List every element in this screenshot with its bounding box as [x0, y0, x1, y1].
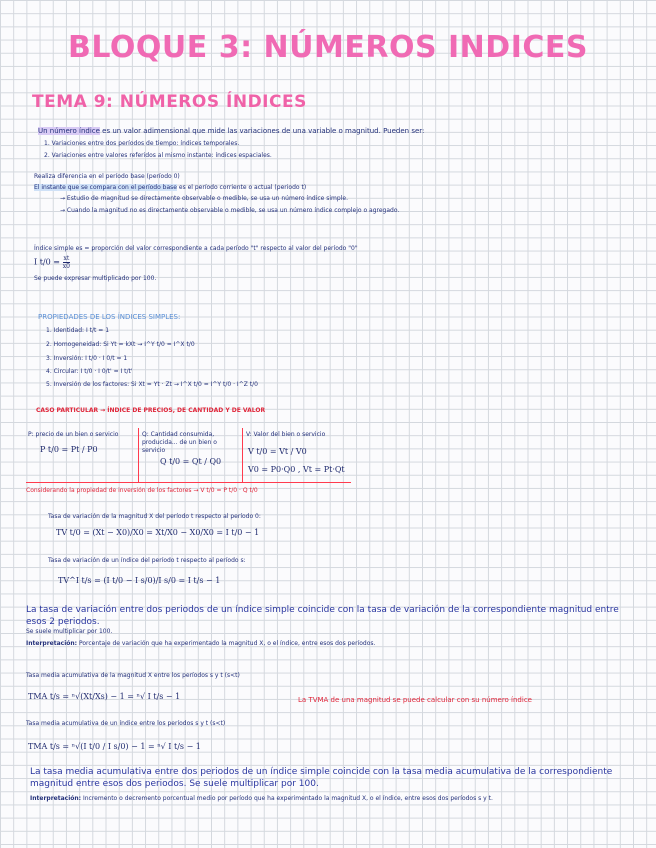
properties-heading: PROPIEDADES DE LOS ÍNDICES SIMPLES:: [38, 313, 181, 321]
col-price-label: P: precio de un bien o servicio: [28, 431, 119, 438]
table-divider: [242, 428, 243, 482]
col-quantity-label: Q: Cantidad consumida, producida... de un bien o servicio: [142, 431, 217, 454]
simple-formula: [34, 255, 70, 270]
col-price-formula: P t/0 = Pt / P0: [40, 445, 98, 454]
interpretation-label: Interpretación:: [26, 640, 78, 647]
special-heading: CASO PARTICULAR → ÍNDICE DE PRECIOS, DE CANTIDAD Y DE VALOR: [36, 407, 266, 414]
numerator: xt: [63, 255, 70, 262]
property-item: 5. Inversión de los factores: Si Xt = Yt · Zt → I^X t/0 = I^Y t/0 · I^Z t/0: [46, 381, 258, 388]
intro-text: es un valor adimensional que mide las variaciones de una variable o magnitud. Pueden ser:: [99, 127, 425, 135]
ref-text: es el período corriente o actual (periodo t): [176, 184, 307, 191]
table-divider: [138, 428, 139, 482]
tasa-interpretation: [26, 640, 375, 648]
property-item: 3. Inversión: I t/0 · I 0/t = 1: [46, 355, 128, 362]
ref-bullet-2: → Cuando la magnitud no es directamente observable o medible, se usa un número índice complejo o agregado.: [60, 207, 400, 214]
property-item: 4. Circular: I t/0 · I 0/t' = I t/t': [46, 368, 133, 375]
highlight-term: Un número índice: [38, 127, 100, 135]
tvma-formula-2: TMA t/s = ⁿ√(I t/0 / I s/0) − 1 = ⁿ√ I t/s − 1: [28, 742, 201, 751]
tasa-note: Se suele multiplicar por 100.: [26, 628, 113, 635]
simple-note: Se puede expresar multiplicado por 100.: [34, 275, 157, 282]
col-value-label: V: Valor del bien o servicio: [246, 431, 326, 438]
col-value-formula: V t/0 = Vt / V0: [248, 447, 307, 456]
special-conclusion: Considerando la propiedad de inversión de los factores → V t/0 = P t/0 · Q t/0: [26, 487, 258, 494]
tasa-formula-2: TV^I t/s = (I t/0 − I s/0)/I s/0 = I t/s − 1: [58, 576, 221, 585]
fraction: [63, 255, 71, 270]
tvma-formula-1: TMA t/s = ⁿ√(Xt/Xs) − 1 = ⁿ√ I t/s − 1: [28, 692, 181, 701]
denominator: x0: [62, 263, 70, 270]
tvma-red-note: La TVMA de una magnitud se puede calcular con su número índice: [298, 696, 532, 704]
formula-lhs: I t/0 =: [34, 257, 60, 267]
tasa-line-1: Tasa de variación de la magnitud X del período t respecto al período 0:: [48, 513, 261, 520]
intro-line: [38, 127, 424, 136]
table-bottom-rule: [26, 482, 351, 483]
simple-def: Índice simple es = proporción del valor correspondiente a cada período "t" respecto al valor del período "0": [34, 245, 358, 252]
col-value-extra: V0 = P0·Q0 , Vt = Pt·Qt: [248, 465, 345, 474]
property-item: 2. Homogeneidad: Si Yt = kXt → I^Y t/0 = I^X t/0: [46, 341, 195, 348]
highlight-term: El instante que se compara con el período base: [34, 184, 177, 191]
ref-bullet-1: → Estudio de magnitud se directamente observable o medible, se usa un número índice simple.: [60, 195, 348, 202]
tvma-paragraph: La tasa media acumulativa entre dos periodos de un índice simple coincide con la tasa media acumulativa de la correspondiente magnitud entre esos dos periodos. Se suele multiplicar por 100.: [30, 767, 613, 789]
ref-line-1: Realiza diferencia en el período base (período 0): [34, 173, 180, 180]
property-item: 1. Identidad: I t/t = 1: [46, 327, 110, 334]
tasa-line-2: Tasa de variación de un índice del período t respecto al período s:: [48, 557, 246, 564]
page-title: BLOQUE 3: NÚMEROS INDICES: [68, 30, 588, 65]
tvma-interpretation: [30, 795, 640, 803]
section-heading: TEMA 9: NÚMEROS ÍNDICES: [32, 92, 307, 112]
ref-line-2: [34, 184, 306, 192]
interpretation-text: Incremento o decremento porcentual medio por período que ha experimentado la magnitud X, o el índice, entre esos dos períodos s y t.: [81, 795, 493, 802]
tasa-paragraph: La tasa de variación entre dos periodos de un índice simple coincide con la tasa de variación de la correspondiente magnitud entre esos 2 periodos.: [26, 605, 619, 627]
interpretation-label: Interpretación:: [30, 795, 82, 802]
tvma-line-1: Tasa media acumulativa de la magnitud X entre los períodos s y t (s<t): [26, 672, 240, 679]
interpretation-text: Porcentaje de variación que ha experimentado la magnitud X, o el índice, entre esos dos períodos.: [77, 640, 376, 647]
tasa-formula-1: TV t/0 = (Xt − X0)/X0 = Xt/X0 − X0/X0 = I t/0 − 1: [56, 528, 260, 537]
intro-item-2: 2. Variaciones entre valores referidos al mismo instante: índices espaciales.: [44, 152, 272, 159]
tvma-line-2: Tasa media acumulativa de un índice entre los períodos s y t (s<t): [26, 720, 226, 727]
intro-item-1: 1. Variaciones entre dos períodos de tiempo: índices temporales.: [44, 140, 240, 147]
col-quantity-formula: Q t/0 = Qt / Q0: [160, 457, 222, 466]
